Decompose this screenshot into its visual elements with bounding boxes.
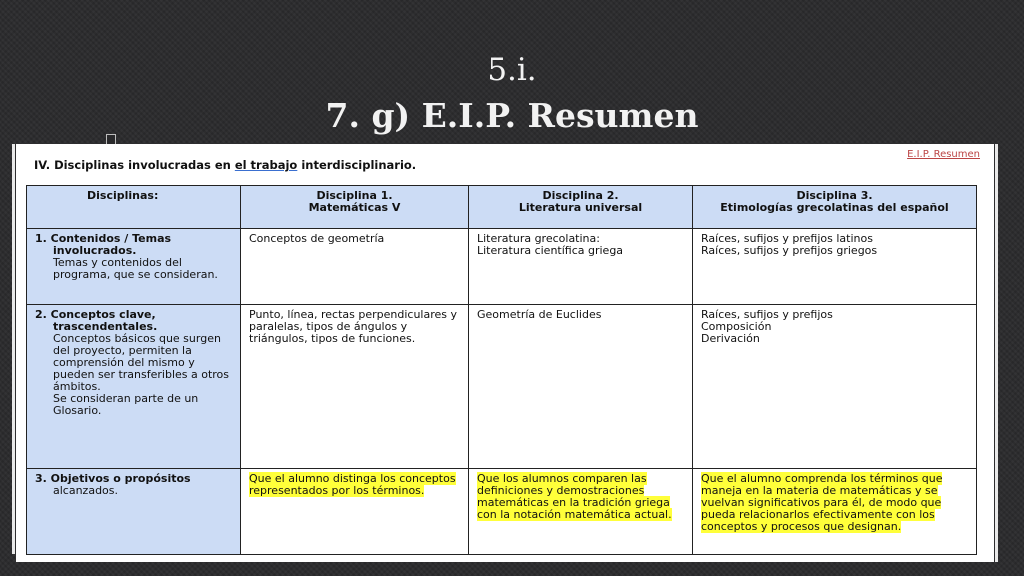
- table-cell: Raíces, sufijos y prefijos Composición Derivación: [693, 305, 977, 469]
- row-label: [27, 229, 241, 305]
- table-cell: Conceptos de geometría: [241, 229, 469, 305]
- table-row: [27, 305, 977, 469]
- highlighted-text: Que el alumno comprenda los términos que maneja en la materia de matemáticas y se vuelvan significativos para él, de modo que pueda relacionarlos efectivamente con los conceptos y procesos que designan.: [701, 472, 943, 533]
- document-image: [16, 144, 994, 562]
- left-edge-bar: [12, 144, 15, 554]
- table-cell-highlighted: [241, 469, 469, 555]
- table-row: [27, 229, 977, 305]
- row-label-title-cont: involucrados.: [53, 244, 137, 257]
- document-heading: [34, 158, 416, 172]
- header-disciplines: Disciplinas:: [27, 186, 241, 229]
- table-cell-highlighted: [693, 469, 977, 555]
- row-label: [27, 305, 241, 469]
- table-cell-highlighted: [469, 469, 693, 555]
- row-label-title: 3. Objetivos o propósitos: [35, 472, 191, 485]
- heading-prefix: IV. Disciplinas involucradas en: [34, 158, 235, 172]
- right-edge-bar: [995, 144, 998, 562]
- highlighted-text: Que el alumno distinga los conceptos representados por los términos.: [249, 472, 456, 497]
- table-cell: Raíces, sufijos y prefijos latinos Raíces, sufijos y prefijos griegos: [693, 229, 977, 305]
- document-tag: E.I.P. Resumen: [907, 149, 980, 160]
- table-cell: Geometría de Euclides: [469, 305, 693, 469]
- row-label-title-cont: trascendentales.: [53, 320, 158, 333]
- row-label-desc: Conceptos básicos que surgen del proyecto, permiten la comprensión del mismo y pueden ser transferibles a otros ámbitos. Se consideran parte de un Glosario.: [53, 332, 230, 417]
- header-discipline-3: Disciplina 3. Etimologías grecolatinas del español: [693, 186, 977, 229]
- table-cell: Punto, línea, rectas perpendiculares y paralelas, tipos de ángulos y triángulos, tipos de funciones.: [241, 305, 469, 469]
- row-label-desc: alcanzados.: [53, 484, 119, 497]
- row-label-title: 2. Conceptos clave,: [35, 308, 156, 321]
- row-label: [27, 469, 241, 555]
- table-header-row: [27, 186, 977, 229]
- header-discipline-1: Disciplina 1. Matemáticas V: [241, 186, 469, 229]
- disciplines-table: [26, 185, 977, 555]
- header-discipline-2: Disciplina 2. Literatura universal: [469, 186, 693, 229]
- heading-suffix: interdisciplinario.: [297, 158, 417, 172]
- row-label-desc: Temas y contenidos del programa, que se consideran.: [53, 256, 218, 281]
- table-row: [27, 469, 977, 555]
- highlighted-text: Que los alumnos comparen las definiciones y demostraciones matemáticas en la tradición griega con la notación matemática actual.: [477, 472, 672, 521]
- slide-title: 7. g) E.I.P. Resumen: [325, 96, 699, 135]
- row-label-title: 1. Contenidos / Temas: [35, 232, 172, 245]
- table-cell: Literatura grecolatina: Literatura científica griega: [469, 229, 693, 305]
- slide-title-number: 5.i.: [487, 52, 537, 88]
- heading-underlined: el trabajo: [234, 158, 298, 172]
